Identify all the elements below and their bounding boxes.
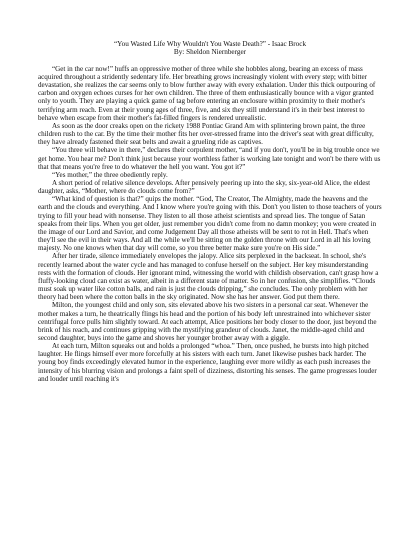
document-header	[38, 40, 382, 57]
paragraph: “What kind of question is that?” quips the mother. “God, The Creator, The Almighty, made the heavens and the earth and the clouds and everything. And I know where you're going with this. Don't you listen to those teachers of yours trying to fill your head with nonsense. They listen to all those atheist scientists and spread lies. The tongue of Satan speaks from their lips. When you get older, just remember you didn't come from no damn monkey; you were created in the image of our Lord and Savior, and come Judgement Day all those atheists will be sent to rot in Hell. That's when they'll see the evil in their ways. And all the while we'll be sitting on the golden throne with our Lord in all his loving majesty. No one knows when that day will come, so you three better make sure you're on His side.”	[38, 195, 382, 253]
paragraph: “You three will behave in there,” declares their corpulent mother, “and if you don't, you'll be in big trouble once we get home. You hear me? Don't think just because your worthless father is working late tonight and won't be there with us that that means you're free to do whatever the hell you want. You got it?”	[38, 146, 381, 171]
paragraph: After her tirade, silence immediately envelopes the jalopy. Alice sits perplexed in the backseat. In school, she's recently learned about the water cycle and has managed to confuse herself on the subject. Her key misunderstanding rests with the formation of clouds. Her ignorant mind, witnessing the world with childish observation, can't grasp how a fluffy-looking cloud can exist as water, albeit in a different state of matter. So in her confusion, she simplifies. “Clouds must soak up water like cotton balls, and rain is just the clouds dripping,” she concludes. The only problem with her theory had been where the cotton balls in the sky originated. Now she has her answer. God put them there.	[38, 252, 379, 302]
document-byline: By: Sheldon Niernberger	[173, 48, 247, 57]
document-title: “You Wasted Life Why Wouldn't You Waste Death?” - Isaac Brock	[113, 40, 307, 48]
paragraph: “Yes mother,” the three obediently reply.	[52, 170, 168, 179]
paragraph: A short period of relative silence develops. After pensively peering up into the sky, six-year-old Alice, the eldest daughter, asks, “Mother, where do clouds come from?”	[38, 179, 371, 196]
paragraph: Milton, the youngest child and only son, sits elevated above his two sisters in a personal car seat. Whenever the mother makes a turn, he theatrically flings his head and the portion of his body left unrestrained into whichever sister centrifugal force pulls him slightly toward. At each attempt, Alice positions her body closer to the door, just beyond the brink of his reach, and continues gripping with the mystifying grandeur of clouds. Janet, the middle-aged child and second daughter, buys into the game and shoves her younger brother away with a giggle.	[38, 301, 377, 342]
paragraph: “Get in the car now!” huffs an oppressive mother of three while she hobbles along, bearing an excess of mass acquired throughout a stridently sedentary life. Her breathing grows increasingly violent with every step; with bitter devastation, she realizes the car seems only to blow further away with every exhalation. Under this thick outpouring of carbon and oxygen echoes curses for her own children. The three of them enthusiastically bounce with a vigor granted only to youth. They are playing a quick game of tag before entering an enclosure within proximity to their mother's terrifying arm reach. Even at their young ages of three, five, and six they still understand it's in their best interest to behave when escape from their mother's fat-filled fingers is rendered unrealistic.	[38, 64, 376, 122]
paragraph: At each turn, Milton squeaks out and holds a prolonged “whoa.” Then, once pushed, he bursts into high pitched laughter. He flings himself ever more forcefully at his sisters with each turn. Janet likewise pushes back harder. The young boy finds exceedingly elevated humor in the experience, laughing ever more wildly as each push increases the intensity of his blurring vision and prolongs a faint spell of dizziness, distorting his senses. The game progresses louder and louder until reaching it's	[38, 342, 377, 383]
paragraph: As soon as the door creaks open on the rickety 1988 Pontiac Grand Am with splintering brown paint, the three children rush to the car. By the time their mother fits her over-stressed frame into the driver's seat with great difficulty, they have already fastened their seat belts and await a grueling ride as captives.	[38, 121, 374, 147]
